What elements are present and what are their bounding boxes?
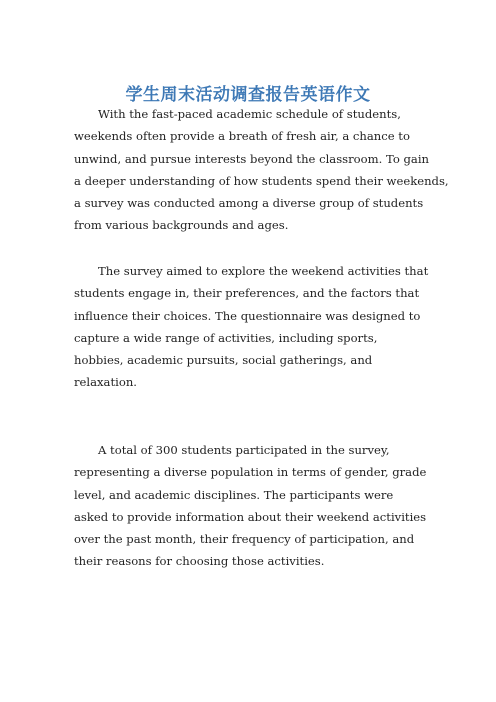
paragraph-participants	[74, 439, 434, 573]
paragraph-line: hobbies, academic pursuits, social gatherings, and	[74, 353, 373, 368]
paragraph-line: weekends often provide a breath of fresh air, a chance to	[74, 129, 410, 144]
paragraph-line: their reasons for choosing those activities.	[74, 554, 325, 569]
paragraph-line: relaxation.	[74, 375, 137, 390]
paragraph-line: level, and academic disciplines. The participants were	[74, 487, 394, 502]
paragraph-line: from various backgrounds and ages.	[74, 218, 289, 233]
paragraph-line: influence their choices. The questionnaire was designed to	[74, 308, 421, 323]
paragraph-line: a survey was conducted among a diverse group of students	[74, 196, 424, 211]
paragraph-intro	[74, 103, 449, 237]
paragraph-line: representing a diverse population in terms of gender, grade	[74, 465, 427, 480]
paragraph-line: The survey aimed to explore the weekend activities that	[98, 264, 429, 278]
paragraph-line: unwind, and pursue interests beyond the classroom. To gain	[74, 151, 429, 166]
paragraph-line: With the fast-paced academic schedule of students,	[98, 107, 401, 121]
paragraph-survey-aim	[74, 260, 434, 394]
paragraph-line: capture a wide range of activities, including sports,	[74, 330, 378, 345]
paragraph-line: A total of 300 students participated in the survey,	[98, 443, 390, 457]
paragraph-line: students engage in, their preferences, and the factors that	[74, 286, 420, 301]
paragraph-line: asked to provide information about their weekend activities	[74, 509, 427, 524]
paragraph-line: over the past month, their frequency of participation, and	[74, 532, 415, 547]
document-title: 学生周末活动调查报告英语作文	[125, 85, 371, 105]
paragraph-line: a deeper understanding of how students spend their weekends,	[74, 173, 449, 188]
